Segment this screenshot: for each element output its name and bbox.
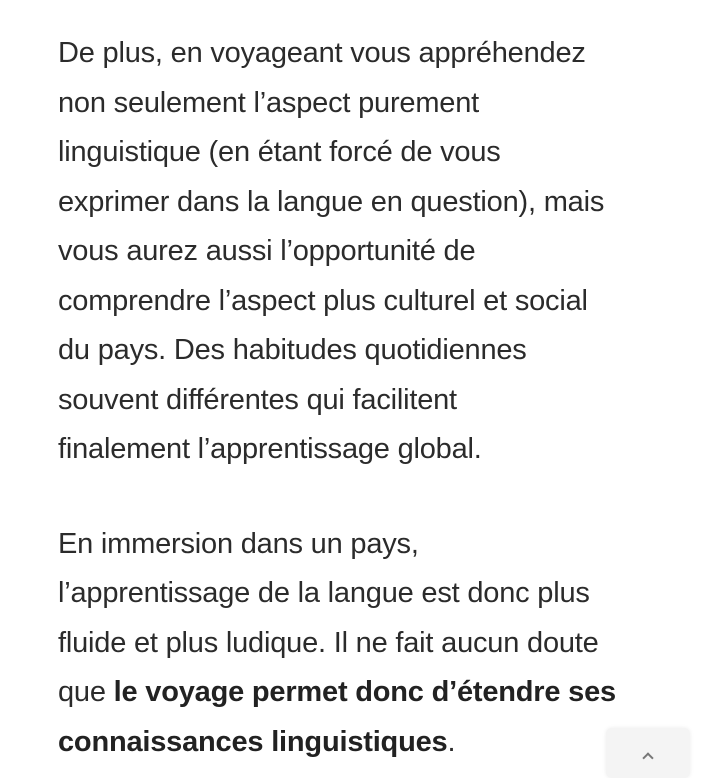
text-line: vous aurez aussi l’opportunité de bbox=[58, 235, 476, 267]
emphasis-text: connaissances linguistiques bbox=[58, 725, 448, 758]
text-line: comprendre l’aspect plus culturel et social bbox=[58, 284, 588, 317]
emphasis-text: le voyage permet donc d’étendre ses bbox=[113, 676, 616, 708]
paragraph-immersion bbox=[58, 520, 698, 768]
text-fragment: . bbox=[447, 725, 456, 758]
text-line: fluide et plus ludique. Il ne fait aucun doute bbox=[58, 626, 599, 659]
text-line-with-emphasis bbox=[58, 718, 698, 768]
text-line: l’apprentissage de la langue est donc plus bbox=[58, 577, 590, 609]
article-body bbox=[58, 29, 698, 767]
text-line: finalement l’apprentissage global. bbox=[58, 433, 482, 465]
paragraph-travel-benefits bbox=[58, 29, 698, 475]
text-line: exprimer dans la langue en question), mais bbox=[58, 185, 605, 218]
text-line-with-emphasis bbox=[58, 668, 698, 718]
text-line: souvent différentes qui facilitent bbox=[58, 383, 457, 416]
text-line: du pays. Des habitudes quotidiennes bbox=[58, 334, 527, 366]
text-line: non seulement l’aspect purement bbox=[58, 86, 479, 119]
text-fragment: que bbox=[58, 676, 114, 708]
scroll-to-top-button[interactable] bbox=[606, 728, 690, 778]
text-line: En immersion dans un pays, bbox=[58, 527, 419, 560]
text-line: De plus, en voyageant vous appréhendez bbox=[58, 37, 586, 69]
text-line: linguistique (en étant forcé de vous bbox=[58, 136, 501, 168]
